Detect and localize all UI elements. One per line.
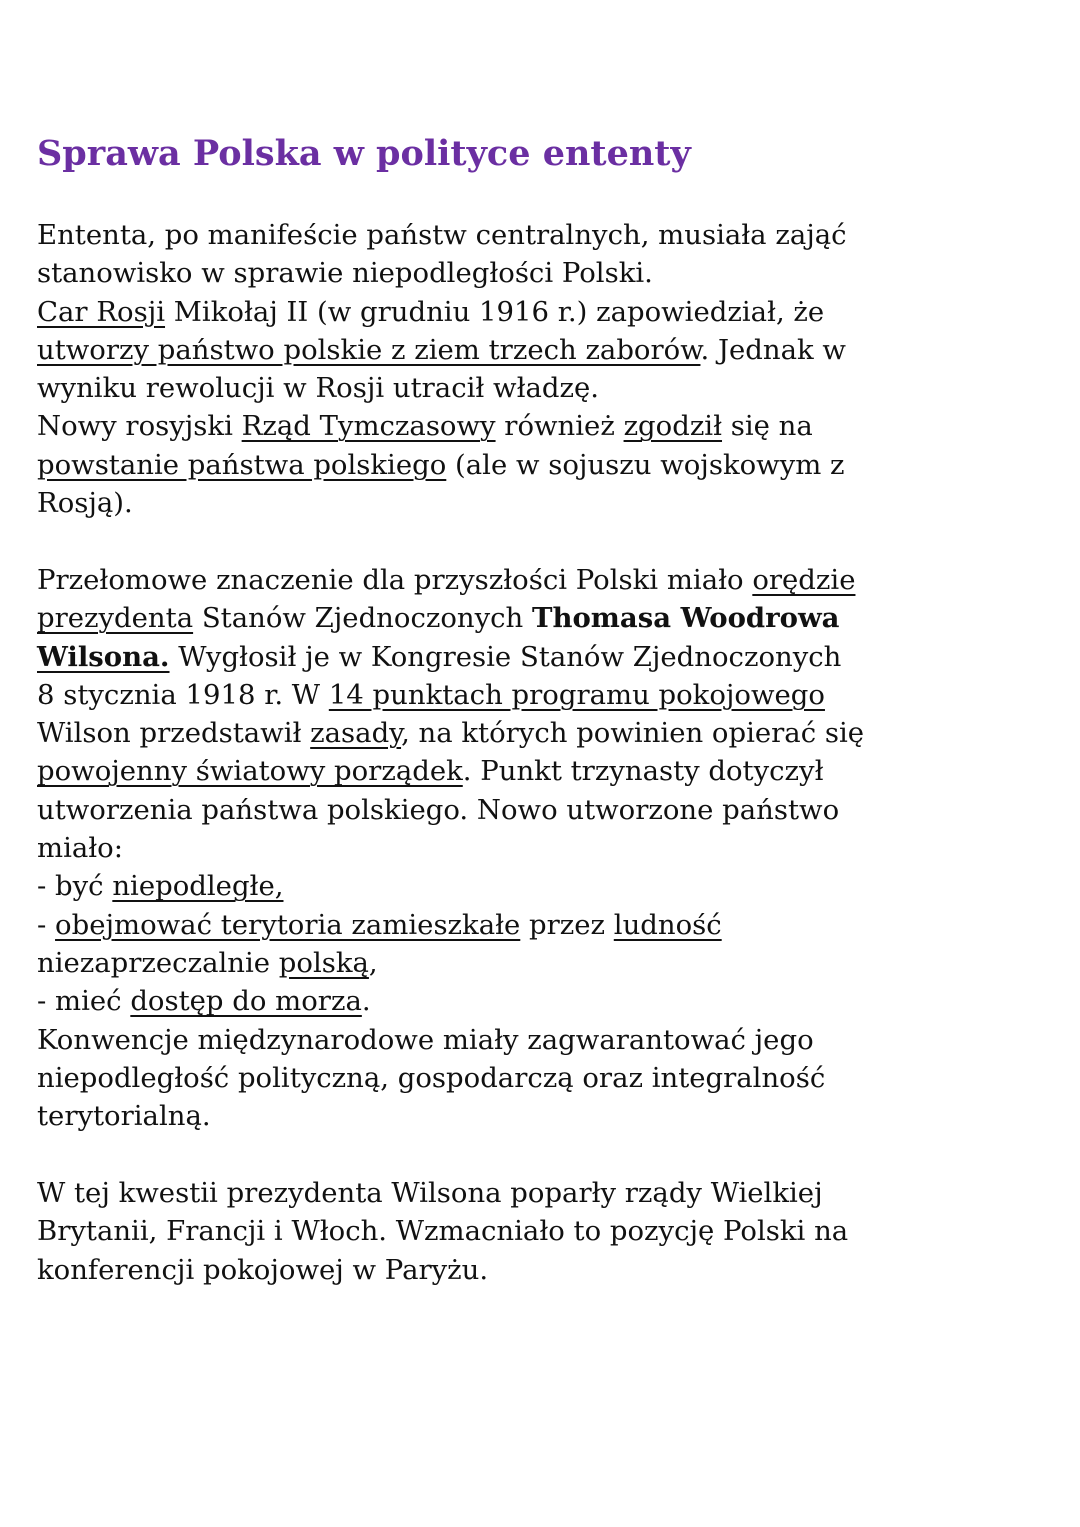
- text-segment: Wilson przedstawił: [37, 717, 311, 750]
- text-segment: Rosją).: [37, 487, 133, 520]
- text-line: [37, 1174, 1047, 1212]
- underlined-text: niepodległe,: [112, 870, 284, 903]
- text-line: [37, 561, 1047, 599]
- text-line: [37, 1059, 1047, 1097]
- text-segment: stanowisko w sprawie niepodległości Polski.: [37, 257, 653, 290]
- text-segment: - mieć: [37, 985, 131, 1018]
- underlined-text: prezydenta: [37, 602, 194, 635]
- text-line: [37, 599, 1047, 637]
- paragraph-1: [37, 216, 1047, 522]
- text-line: [37, 676, 1047, 714]
- text-segment: - być: [37, 870, 113, 903]
- text-line: [37, 293, 1047, 331]
- text-segment: 8 stycznia 1918 r. W: [37, 678, 329, 711]
- text-segment: (ale w sojuszu wojskowym z: [446, 448, 845, 481]
- underlined-text: 14 punktach programu pokojowego: [328, 678, 825, 711]
- text-segment: Brytanii, Francji i Włoch. Wzmacniało to pozycję Polski na: [37, 1215, 849, 1248]
- bold-text: Thomasa Woodrowa: [532, 602, 840, 635]
- text-segment: Wygłosił je w Kongresie Stanów Zjednoczonych: [169, 640, 842, 673]
- text-line: [37, 1212, 1047, 1250]
- text-line: [37, 484, 1047, 522]
- text-line: [37, 1021, 1047, 1059]
- underlined-text: dostęp do morza: [130, 985, 362, 1018]
- page-title: Sprawa Polska w polityce ententy: [37, 133, 691, 174]
- text-segment: niezaprzeczalnie: [37, 946, 279, 979]
- underlined-text: Car Rosji: [37, 295, 166, 328]
- text-segment: terytorialną.: [37, 1100, 211, 1133]
- text-line: [37, 1251, 1047, 1289]
- paragraph-3: [37, 1174, 1047, 1289]
- text-line: [37, 407, 1047, 445]
- text-line: [37, 714, 1047, 752]
- text-line: [37, 331, 1047, 369]
- underlined-text: utworzy państwo polskie z ziem trzech zaborów: [37, 333, 701, 366]
- text-segment: miało:: [37, 832, 124, 865]
- paragraph-2: [37, 561, 1047, 1135]
- text-segment: Stanów Zjednoczonych: [193, 602, 532, 635]
- text-segment: utworzenia państwa polskiego. Nowo utworzone państwo: [37, 793, 840, 826]
- text-segment: przez: [520, 908, 614, 941]
- text-segment: , na których powinien opierać się: [401, 717, 865, 750]
- text-segment: konferencji pokojowej w Paryżu.: [37, 1253, 489, 1286]
- underlined-text: polską: [278, 946, 369, 979]
- text-line: [37, 638, 1047, 676]
- underlined-text: Rząd Tymczasowy: [241, 410, 496, 443]
- text-line: [37, 752, 1047, 790]
- text-segment: niepodległość polityczną, gospodarczą oraz integralność: [37, 1061, 826, 1094]
- text-line: [37, 446, 1047, 484]
- text-line: [37, 254, 1047, 292]
- text-line: [37, 791, 1047, 829]
- text-segment: . Jednak w: [700, 333, 846, 366]
- text-line: [37, 216, 1047, 254]
- underlined-text: zgodził: [623, 410, 723, 443]
- text-line: [37, 867, 1047, 905]
- text-segment: W tej kwestii prezydenta Wilsona poparły rządy Wielkiej: [37, 1177, 823, 1209]
- underlined-text: powojenny światowy porządek: [37, 755, 463, 788]
- text-line: [37, 982, 1047, 1020]
- text-segment: -: [37, 908, 56, 941]
- text-line: [37, 369, 1047, 407]
- text-segment: wyniku rewolucji w Rosji utracił władzę.: [37, 372, 600, 405]
- text-segment: również: [495, 410, 624, 443]
- text-line: [37, 829, 1047, 867]
- text-segment: Mikołaj II (w grudniu 1916 r.) zapowiedział, że: [165, 295, 825, 328]
- text-segment: .: [361, 985, 371, 1018]
- underlined-text: obejmować terytoria zamieszkałe: [55, 908, 521, 941]
- text-segment: . Punkt trzynasty dotyczył: [462, 755, 824, 788]
- text-segment: Przełomowe znaczenie dla przyszłości Polski miało: [37, 564, 753, 596]
- text-segment: Konwencje międzynarodowe miały zagwarantować jego: [37, 1023, 814, 1056]
- text-segment: Nowy rosyjski: [37, 410, 242, 443]
- text-segment: Ententa, po manifeście państw centralnych, musiała zająć: [37, 219, 847, 251]
- underlined-text: ludność: [613, 908, 722, 941]
- text-line: [37, 906, 1047, 944]
- text-segment: się na: [722, 410, 813, 443]
- text-segment: ,: [368, 946, 378, 979]
- underlined-text: powstanie państwa polskiego: [37, 448, 447, 481]
- underlined-text: orędzie: [752, 564, 856, 596]
- text-line: [37, 1097, 1047, 1135]
- text-line: [37, 944, 1047, 982]
- underlined-text: Wilsona.: [37, 640, 170, 673]
- underlined-text: zasady: [310, 717, 402, 750]
